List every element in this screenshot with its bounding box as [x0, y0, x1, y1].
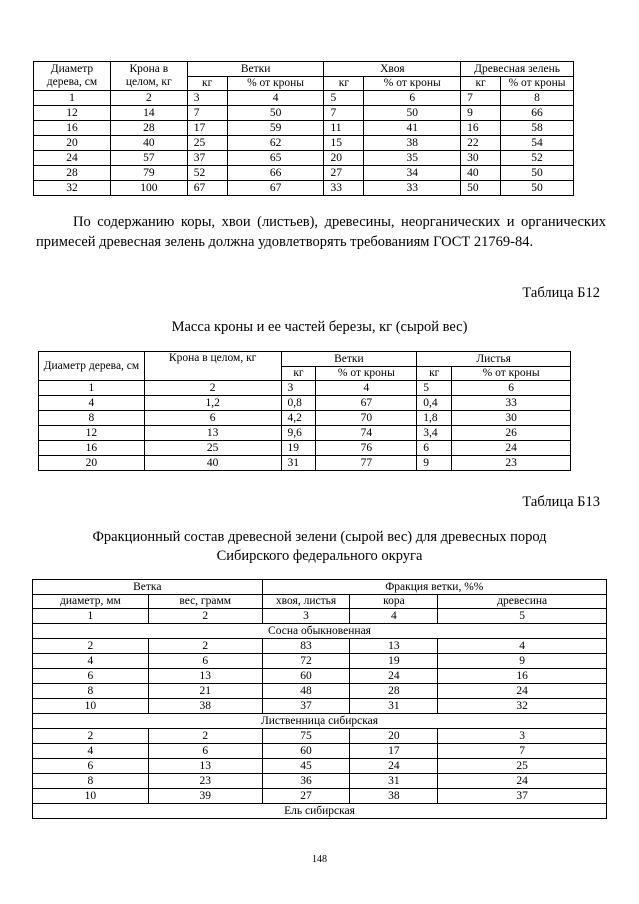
table-cell: 75	[262, 729, 350, 744]
table-cell: 22	[461, 136, 501, 151]
table-cell: 2	[148, 639, 262, 654]
table-cell: 62	[227, 136, 324, 151]
table-cell: 8	[33, 684, 149, 699]
header-bark: кора	[350, 595, 438, 609]
column-number: 2	[144, 381, 281, 396]
table-cell: 17	[350, 744, 438, 759]
table-row	[33, 654, 607, 669]
column-number: 1	[33, 609, 149, 624]
table-cell: 4	[33, 744, 149, 759]
table-cell: 16	[34, 121, 111, 136]
table-cell: 31	[281, 456, 316, 471]
table-cell: 39	[148, 789, 262, 804]
table-cell: 66	[227, 166, 324, 181]
table-row	[33, 639, 607, 654]
column-number: 1	[34, 91, 111, 106]
table-row	[33, 699, 607, 714]
header-needles: Хвоя	[324, 62, 461, 77]
column-number: 6	[452, 381, 571, 396]
table-row	[33, 684, 607, 699]
table-cell: 67	[227, 181, 324, 196]
table-cell: 40	[461, 166, 501, 181]
table-cell: 16	[39, 441, 145, 456]
table-cell: 27	[324, 166, 364, 181]
table-cell: 48	[262, 684, 350, 699]
table-cell: 33	[452, 396, 571, 411]
table-label-b13: Таблица Б13	[522, 494, 600, 510]
table-cell: 65	[227, 151, 324, 166]
table-cell: 33	[324, 181, 364, 196]
column-number: 2	[110, 91, 187, 106]
table-cell: 38	[364, 136, 461, 151]
table-cell: 31	[350, 699, 438, 714]
table-cell: 70	[316, 411, 417, 426]
table-cell: 83	[262, 639, 350, 654]
table-cell: 4	[438, 639, 607, 654]
table-cell: 7	[438, 744, 607, 759]
header-branch: Ветка	[33, 580, 263, 595]
table-cell: 45	[262, 759, 350, 774]
column-number: 1	[39, 381, 145, 396]
header-pct: % от кроны	[452, 367, 571, 381]
header-kg: кг	[281, 367, 316, 381]
table-cell: 7	[324, 106, 364, 121]
column-number: 3	[187, 91, 227, 106]
table-cell: 35	[364, 151, 461, 166]
header-crown: Крона в целом, кг	[110, 62, 187, 91]
table-cell: 4,2	[281, 411, 316, 426]
table-cell: 8	[39, 411, 145, 426]
table-row	[33, 744, 607, 759]
table-row	[34, 166, 574, 181]
section-title: Лиственница сибирская	[33, 714, 607, 729]
table-cell: 2	[33, 639, 149, 654]
table-cell: 4	[39, 396, 145, 411]
table-label-b12: Таблица Б12	[522, 285, 600, 301]
header-kg: кг	[324, 77, 364, 91]
table-cell: 72	[262, 654, 350, 669]
table-row	[39, 456, 571, 471]
table-cell: 54	[501, 136, 574, 151]
section-title: Сосна обыкновенная	[33, 624, 607, 639]
table-cell: 26	[452, 426, 571, 441]
table-cell: 50	[364, 106, 461, 121]
header-diameter: Диаметр дерева, см	[39, 352, 145, 381]
header-wood: древесина	[438, 595, 607, 609]
table-cell: 19	[281, 441, 316, 456]
table-title-b13-line1: Фракционный состав древесной зелени (сырой вес) для древесных пород	[92, 529, 547, 545]
column-number: 7	[461, 91, 501, 106]
table-cell: 74	[316, 426, 417, 441]
column-numbers-row	[39, 381, 571, 396]
table-row	[39, 396, 571, 411]
table-birch-crown-mass	[38, 351, 571, 471]
table-cell: 79	[110, 166, 187, 181]
table-cell: 40	[144, 456, 281, 471]
table-cell: 28	[350, 684, 438, 699]
table-cell: 11	[324, 121, 364, 136]
body-paragraph	[36, 212, 606, 252]
table-cell: 40	[110, 136, 187, 151]
table-cell: 34	[364, 166, 461, 181]
header-pct: % от кроны	[316, 367, 417, 381]
table-row	[33, 774, 607, 789]
table-cell: 32	[34, 181, 111, 196]
table-cell: 100	[110, 181, 187, 196]
table-cell: 6	[144, 411, 281, 426]
header-needles-leaves: хвоя, листья	[262, 595, 350, 609]
header-leaves: Листья	[417, 352, 571, 367]
table-cell: 9	[438, 654, 607, 669]
table-row	[33, 789, 607, 804]
section-row	[33, 804, 607, 819]
section-row	[33, 624, 607, 639]
table-row	[39, 441, 571, 456]
table-cell: 28	[34, 166, 111, 181]
table-cell: 50	[501, 166, 574, 181]
table-cell: 6	[148, 744, 262, 759]
table-cell: 0,4	[417, 396, 452, 411]
table-cell: 12	[39, 426, 145, 441]
table-cell: 6	[417, 441, 452, 456]
table-cell: 9,6	[281, 426, 316, 441]
table-row	[34, 181, 574, 196]
table-cell: 37	[438, 789, 607, 804]
table-cell: 30	[452, 411, 571, 426]
paragraph-text: По содержанию коры, хвои (листьев), древесины, неорганических и органических примесей древесная зелень должна удовлетворять требованиям ГОСТ 21769-84.	[36, 214, 606, 250]
table-row	[34, 121, 574, 136]
table-row	[34, 136, 574, 151]
table-cell: 25	[187, 136, 227, 151]
table-cell: 9	[417, 456, 452, 471]
table-row	[39, 411, 571, 426]
table-cell: 7	[187, 106, 227, 121]
table-row	[33, 669, 607, 684]
table-cell: 76	[316, 441, 417, 456]
table-cell: 25	[438, 759, 607, 774]
table-cell: 3,4	[417, 426, 452, 441]
header-greens: Древесная зелень	[461, 62, 574, 77]
table-cell: 31	[350, 774, 438, 789]
table-row	[33, 729, 607, 744]
column-number: 5	[324, 91, 364, 106]
table-row	[39, 426, 571, 441]
table-cell: 15	[324, 136, 364, 151]
table-row	[33, 759, 607, 774]
table-cell: 27	[262, 789, 350, 804]
table-cell: 37	[187, 151, 227, 166]
table-cell: 6	[33, 759, 149, 774]
column-number: 3	[281, 381, 316, 396]
column-number: 6	[364, 91, 461, 106]
table-cell: 17	[187, 121, 227, 136]
header-weight: вес, грамм	[148, 595, 262, 609]
table-cell: 2	[148, 729, 262, 744]
table-cell: 38	[350, 789, 438, 804]
table-cell: 21	[148, 684, 262, 699]
table-cell: 24	[438, 774, 607, 789]
header-fraction: Фракция ветки, %%	[262, 580, 606, 595]
table-cell: 23	[148, 774, 262, 789]
table-cell: 52	[187, 166, 227, 181]
table-cell: 13	[148, 759, 262, 774]
table-cell: 1,2	[144, 396, 281, 411]
table-cell: 4	[33, 654, 149, 669]
column-number: 4	[227, 91, 324, 106]
table-cell: 59	[227, 121, 324, 136]
table-cell: 37	[262, 699, 350, 714]
table-title-b13-line2: Сибирского федерального округа	[216, 548, 423, 564]
header-diameter: Диаметр дерева, см	[34, 62, 111, 91]
header-branches: Ветки	[187, 62, 324, 77]
table-cell: 77	[316, 456, 417, 471]
column-numbers-row	[34, 91, 574, 106]
table-cell: 13	[148, 669, 262, 684]
column-number: 5	[438, 609, 607, 624]
section-title: Ель сибирская	[33, 804, 607, 819]
table-cell: 60	[262, 744, 350, 759]
table-cell: 66	[501, 106, 574, 121]
table-crown-mass-conifer	[33, 61, 574, 196]
table-cell: 24	[438, 684, 607, 699]
table-cell: 10	[33, 789, 149, 804]
header-kg: кг	[461, 77, 501, 91]
header-pct: % от кроны	[364, 77, 461, 91]
table-cell: 9	[461, 106, 501, 121]
table-cell: 33	[364, 181, 461, 196]
table-row	[34, 106, 574, 121]
table-fraction-composition	[32, 579, 607, 819]
table-cell: 12	[34, 106, 111, 121]
table-cell: 36	[262, 774, 350, 789]
header-pct: % от кроны	[501, 77, 574, 91]
table-cell: 20	[34, 136, 111, 151]
table-cell: 41	[364, 121, 461, 136]
table-cell: 24	[350, 759, 438, 774]
column-number: 3	[262, 609, 350, 624]
table-cell: 19	[350, 654, 438, 669]
table-cell: 1,8	[417, 411, 452, 426]
table-cell: 57	[110, 151, 187, 166]
header-kg: кг	[417, 367, 452, 381]
table-cell: 13	[144, 426, 281, 441]
header-branches: Ветки	[281, 352, 417, 367]
table-cell: 50	[227, 106, 324, 121]
table-cell: 6	[148, 654, 262, 669]
table-cell: 58	[501, 121, 574, 136]
table-cell: 2	[33, 729, 149, 744]
table-cell: 52	[501, 151, 574, 166]
table-cell: 32	[438, 699, 607, 714]
table-cell: 20	[324, 151, 364, 166]
table-title-b12: Масса кроны и ее частей березы, кг (сырой вес)	[171, 319, 468, 335]
table-cell: 50	[461, 181, 501, 196]
table-cell: 67	[187, 181, 227, 196]
column-number: 4	[350, 609, 438, 624]
table-cell: 6	[33, 669, 149, 684]
table-cell: 0,8	[281, 396, 316, 411]
table-cell: 10	[33, 699, 149, 714]
table-row	[34, 151, 574, 166]
table-cell: 13	[350, 639, 438, 654]
table-cell: 38	[148, 699, 262, 714]
table-cell: 20	[350, 729, 438, 744]
table-cell: 3	[438, 729, 607, 744]
table-cell: 14	[110, 106, 187, 121]
table-cell: 24	[34, 151, 111, 166]
table-cell: 24	[452, 441, 571, 456]
column-number: 4	[316, 381, 417, 396]
table-cell: 28	[110, 121, 187, 136]
column-number: 5	[417, 381, 452, 396]
column-number: 2	[148, 609, 262, 624]
header-diameter-mm: диаметр, мм	[33, 595, 149, 609]
table-cell: 30	[461, 151, 501, 166]
page-number: 148	[312, 854, 327, 865]
table-cell: 20	[39, 456, 145, 471]
table-cell: 24	[350, 669, 438, 684]
table-cell: 60	[262, 669, 350, 684]
table-cell: 8	[33, 774, 149, 789]
header-pct: % от кроны	[227, 77, 324, 91]
table-cell: 23	[452, 456, 571, 471]
header-kg: кг	[187, 77, 227, 91]
column-numbers-row	[33, 609, 607, 624]
header-crown: Крона в целом, кг	[144, 352, 281, 381]
table-cell: 16	[461, 121, 501, 136]
table-cell: 16	[438, 669, 607, 684]
table-cell: 25	[144, 441, 281, 456]
table-cell: 67	[316, 396, 417, 411]
table-cell: 50	[501, 181, 574, 196]
column-number: 8	[501, 91, 574, 106]
section-row	[33, 714, 607, 729]
